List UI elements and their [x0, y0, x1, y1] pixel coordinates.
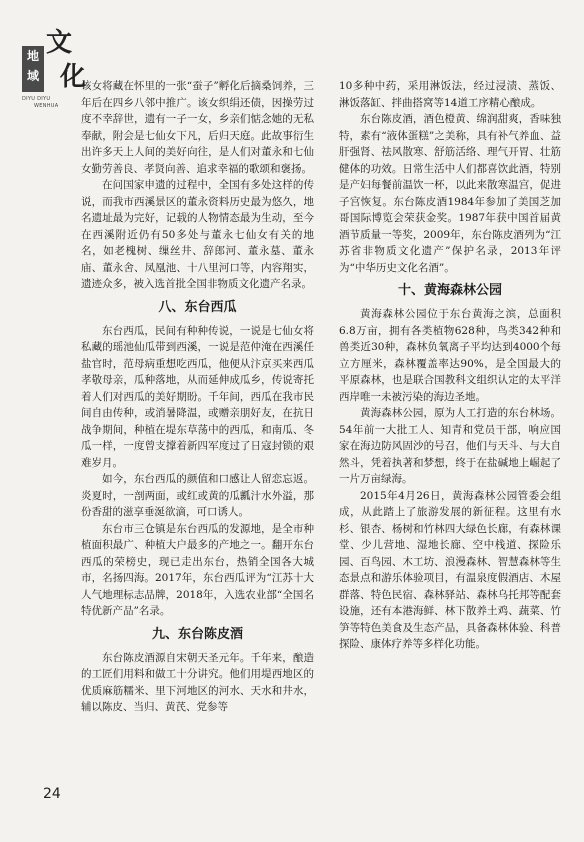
logo-pinyin-2: WENHUA [34, 103, 59, 109]
paragraph: 在问国家申遗的过程中，全国有多处这样的传说，而我市西溪景区的董永资料历史最为悠久，地名遗址最为完好，记载的人物情态最为生动，至今在西溪附近仍有50多处与董永七仙女有关的地名，如老槐树、缫丝井、辞郎河、董永墓、董永庙、董永舍、凤凰池、十八里河口等，内容翔实，遗迹众多，被入选首批全国非物质文化遗产名录。 [81, 179, 314, 290]
logo-char-1: 文 [46, 28, 73, 58]
logo-box [22, 46, 44, 92]
page-number: 24 [43, 786, 61, 802]
paragraph: 东台西瓜，民间有种种传说，一说是七仙女将私藏的瑶池仙瓜带到西溪，一说是范仲淹在西溪任盐官时，范母病重想吃西瓜，他便从汴京买来西瓜孝敬母亲，瓜种落地，从而延伸成瓜乡，传说寄托着人们对西瓜的美好期盼。千年间，西瓜在我市民间自由传种，或消暑降温，或赠亲朋好友，在抗日战争期间，种植在堤东草荡中的西瓜，和南瓜、冬瓜一样，一度曾支撑着新四军度过了日寇封锁的艰难岁月。 [81, 324, 314, 469]
column-logo [22, 28, 88, 108]
logo-char-2: 化 [60, 62, 87, 92]
right-column [339, 78, 561, 653]
paragraph: 东台市三仓镇是东台西瓜的发源地，是全市种植面积最广、种植大户最多的产地之一。翻开东台西瓜的荣榜史，现已走出东台，热销全国各大城市，名扬四海。2017年，东台西瓜评为“江苏十大人气地理标志品牌，2018年，入选农业部“全国名特优新产品”名录。 [81, 522, 314, 617]
section-heading: 十、黄海森林公园 [397, 283, 502, 298]
section-heading: 九、东台陈皮酒 [151, 626, 243, 642]
paragraph: 黄海森林公园，原为人工打造的东台林场。54年前一大批工人、知青和党员干部，响应国家在海边防风固沙的号召，他们与天斗、与大自然斗，凭着执著和梦想，终于在盐碱地上崛起了一片万亩绿海。 [339, 407, 561, 485]
paragraph: 东台陈皮酒源自宋朝天圣元年。千年来，酿造的工匠们用料和做工十分讲究。他们用堤西地区的优质麻筋糯米、里下河地区的河水、天水和井水，辅以陈皮、当归、黄芪、党参等 [81, 651, 314, 713]
logo-box-char-1: 地 [26, 49, 39, 63]
logo-pinyin-1: DIYU DIYU [22, 96, 51, 102]
logo-box-char-2: 域 [26, 69, 39, 83]
paragraph: 如今，东台西瓜的颜值和口感让人留恋忘返。炎夏时，一剖两面，或红或黄的瓜瓤汁水外溢，那份香甜的滋享垂涎欲滴，可口诱人。 [81, 473, 314, 518]
paragraph: 该女将藏在怀里的一张“蚕子”孵化后摘桑饲养，三年后在四乡八邻中推广。该女织绢还债，因操劳过度不幸辞世，遗有一子一女，乡亲们惦念她的无私奉献，附会是七仙女下凡，后归天庭。此故事衍生出许多天上人间的美好向往，是人们对董永和七仙女勤劳善良、孝贤向善、追求幸福的歌颂和褒扬。 [81, 80, 314, 175]
paragraph: 2015年4月26日，黄海森林公园管委会组成，从此踏上了旅游发展的新征程。这里有水杉、银杏、杨树和竹林四大绿色长廊，有森林课堂、少儿营地、湿地长廊、空中栈道、探险乐园、百鸟园、木工坊、浪漫森林、智慧森林等生态景点和游乐体验项目，有温泉度假酒店、木屋群落、特色民宿、森林驿站、森林乌托邦等配套设施，还有本港海鲜、林下散养土鸡、蔬菜、竹笋等特色美食及生态产品，具备森林体验、科普探险、康体疗养等多样化功能。 [339, 489, 561, 650]
left-column [81, 78, 314, 716]
paragraph: 东台陈皮酒，酒色橙黄、绵润甜爽，香味独特，素有“液体蛋糕”之美称，具有补气养血、益肝强肾、祛风散寒、舒筋活络、理气开胃、壮筋健体的功效。日常生活中人们都喜饮此酒，特别是产妇每餐前温饮一杯，以此来散寒温宫，促进子宫恢复。东台陈皮酒1984年参加了美国芝加哥国际博览会荣获金奖。1987年获中国首届黄酒节质量一等奖，2009年，东台陈皮酒列为“江苏省非物质文化遗产”保护名录，2013年评为“中华历史文化名酒”。 [339, 113, 561, 274]
section-heading: 八、东台西瓜 [158, 299, 237, 315]
paragraph: 10多种中药，采用淋饭法，经过浸渍、蒸饭、淋饭落缸、拌曲搭窝等14道工序精心酿成。 [339, 80, 561, 109]
paragraph: 黄海森林公园位于东台黄海之滨，总面积6.8万亩，拥有各类植物628种，鸟类342种和兽类近30种，森林负氧离子平均达到4000个每立方厘米，森林覆盖率达90%，是全国最大的平原森林，也是联合国教科文组织认定的太平洋西岸唯一未被污染的海边圣地。 [339, 308, 561, 403]
